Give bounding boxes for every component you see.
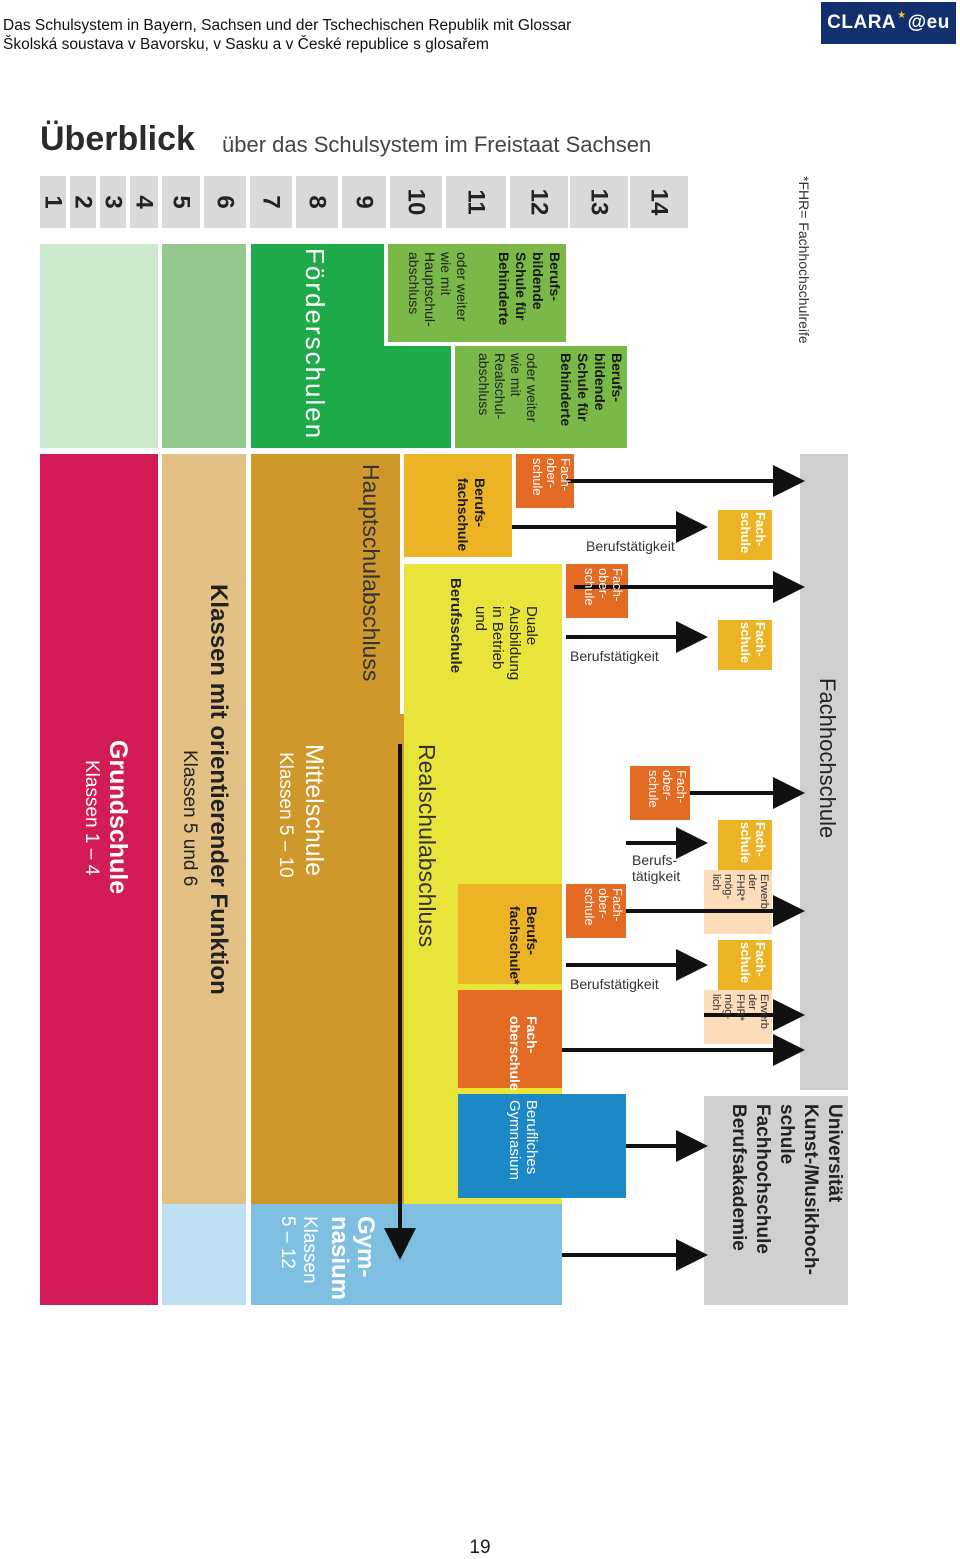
grade-label-8: 8	[303, 195, 331, 209]
grade-label-13: 13	[585, 188, 613, 216]
fachschule-label-4: Fach- schule	[738, 942, 768, 984]
orientierung-top-block	[162, 244, 246, 448]
berufstaetigkeit-label-2: Berufstätigkeit	[570, 648, 659, 664]
grade-strips	[40, 176, 689, 228]
fhr-footnote: *FHR= Fachhochschulreife	[796, 176, 812, 344]
berufstaetigkeit-label-3: Berufs- tätigkeit	[632, 852, 681, 884]
orientierung-sub: Klassen 5 und 6	[179, 750, 200, 887]
grundschule-block	[40, 454, 158, 1305]
fachhochschule-label: Fachhochschule	[815, 678, 840, 839]
grade-label-4: 4	[130, 195, 158, 209]
berufstaetigkeit-label-1: Berufstätigkeit	[586, 538, 675, 554]
document-header-line-2: Školská soustava v Bavorsku, v Sasku a v České republice s glosařem	[3, 36, 489, 53]
diagram-title: Überblick	[40, 120, 195, 158]
page-number: 19	[469, 1537, 491, 1558]
fos-small-label-1: Fach- ober- schule	[530, 458, 573, 496]
realschulabschluss-label: Realschulabschluss	[414, 744, 440, 948]
diagram-subtitle: über das Schulsystem im Freistaat Sachsen	[222, 132, 652, 157]
bs-behinderte-2-title: Berufs- bildende Schule für Behinderte	[558, 353, 625, 427]
bs-behinderte-1-title: Berufs- bildende Schule für Behinderte	[496, 252, 563, 326]
grade-label-14: 14	[645, 188, 673, 216]
foerderschulen-label: Förderschulen	[300, 248, 330, 441]
erwerb-fhr-label-1: Erwerb der FHR* mög- lich	[710, 874, 770, 909]
berufliches-gymnasium-block	[458, 1094, 626, 1198]
grade-label-2: 2	[69, 195, 97, 209]
berufliches-gymnasium-label: Berufliches Gymnasium	[506, 1100, 540, 1181]
grade-label-7: 7	[257, 195, 285, 209]
berufsschule-label: Berufsschule	[447, 578, 464, 674]
grade-label-6: 6	[211, 195, 239, 209]
grundschule-top-block	[40, 244, 158, 448]
grade-label-10: 10	[402, 188, 430, 216]
gymnasium-sub: Klassen 5 – 12	[277, 1216, 320, 1284]
clara-eu-logo: CLARA ★ @ eu	[821, 2, 956, 44]
berufsfachschule-label: Berufs- fachschule	[455, 478, 488, 552]
fos-small-label-3: Fach- ober- schule	[646, 770, 689, 808]
universitaet-label: Universität Kunst-/Musikhoch- schule Fachhochschule Berufsakademie	[728, 1104, 845, 1275]
berufsfachschule-star-label: Berufs- fachschule*	[507, 906, 540, 985]
fachoberschule-orange-label: Fach- oberschule	[507, 1016, 540, 1091]
grade-label-5: 5	[167, 195, 195, 209]
orientierung-gym-block	[162, 1204, 246, 1305]
mittelschule-label: Mittelschule	[300, 744, 328, 876]
fos-small-label-4: Fach- ober- schule	[582, 888, 625, 926]
bs-behinderte-1-text: oder weiter wie mit Hauptschul- abschluss	[406, 252, 470, 327]
fos-small-label-2: Fach- ober- schule	[582, 568, 625, 606]
grade-label-3: 3	[99, 195, 127, 209]
erwerb-fhr-label-2: Erwerb der FHR* mög- lich	[710, 994, 770, 1029]
fachschule-label-3: Fach- schule	[738, 822, 768, 864]
document-header-line-1: Das Schulsystem in Bayern, Sachsen und der Tschechischen Republik mit Glossar	[3, 17, 572, 34]
duale-ausbildung-label: Duale Ausbildung in Betrieb und	[472, 606, 540, 681]
fachschule-label-1: Fach- schule	[738, 512, 768, 554]
grade-label-1: 1	[39, 195, 67, 209]
fachschule-label-2: Fach- schule	[738, 622, 768, 664]
grade-label-11: 11	[462, 189, 490, 215]
grundschule-label: Grundschule	[104, 740, 132, 895]
hauptschulabschluss-label: Hauptschulabschluss	[358, 464, 384, 682]
mittelschule-sub: Klassen 5 – 10	[275, 752, 296, 878]
grade-label-9: 9	[350, 195, 378, 209]
bs-behinderte-2-text: oder weiter wie mit Realschul- abschluss	[476, 353, 540, 423]
orientierung-label: Klassen mit orientierender Funktion	[205, 584, 232, 995]
berufstaetigkeit-label-4: Berufstätigkeit	[570, 976, 659, 992]
grade-label-12: 12	[525, 188, 553, 216]
grundschule-sub: Klassen 1 – 4	[81, 760, 102, 876]
gymnasium-label: Gym- nasium	[326, 1216, 379, 1301]
